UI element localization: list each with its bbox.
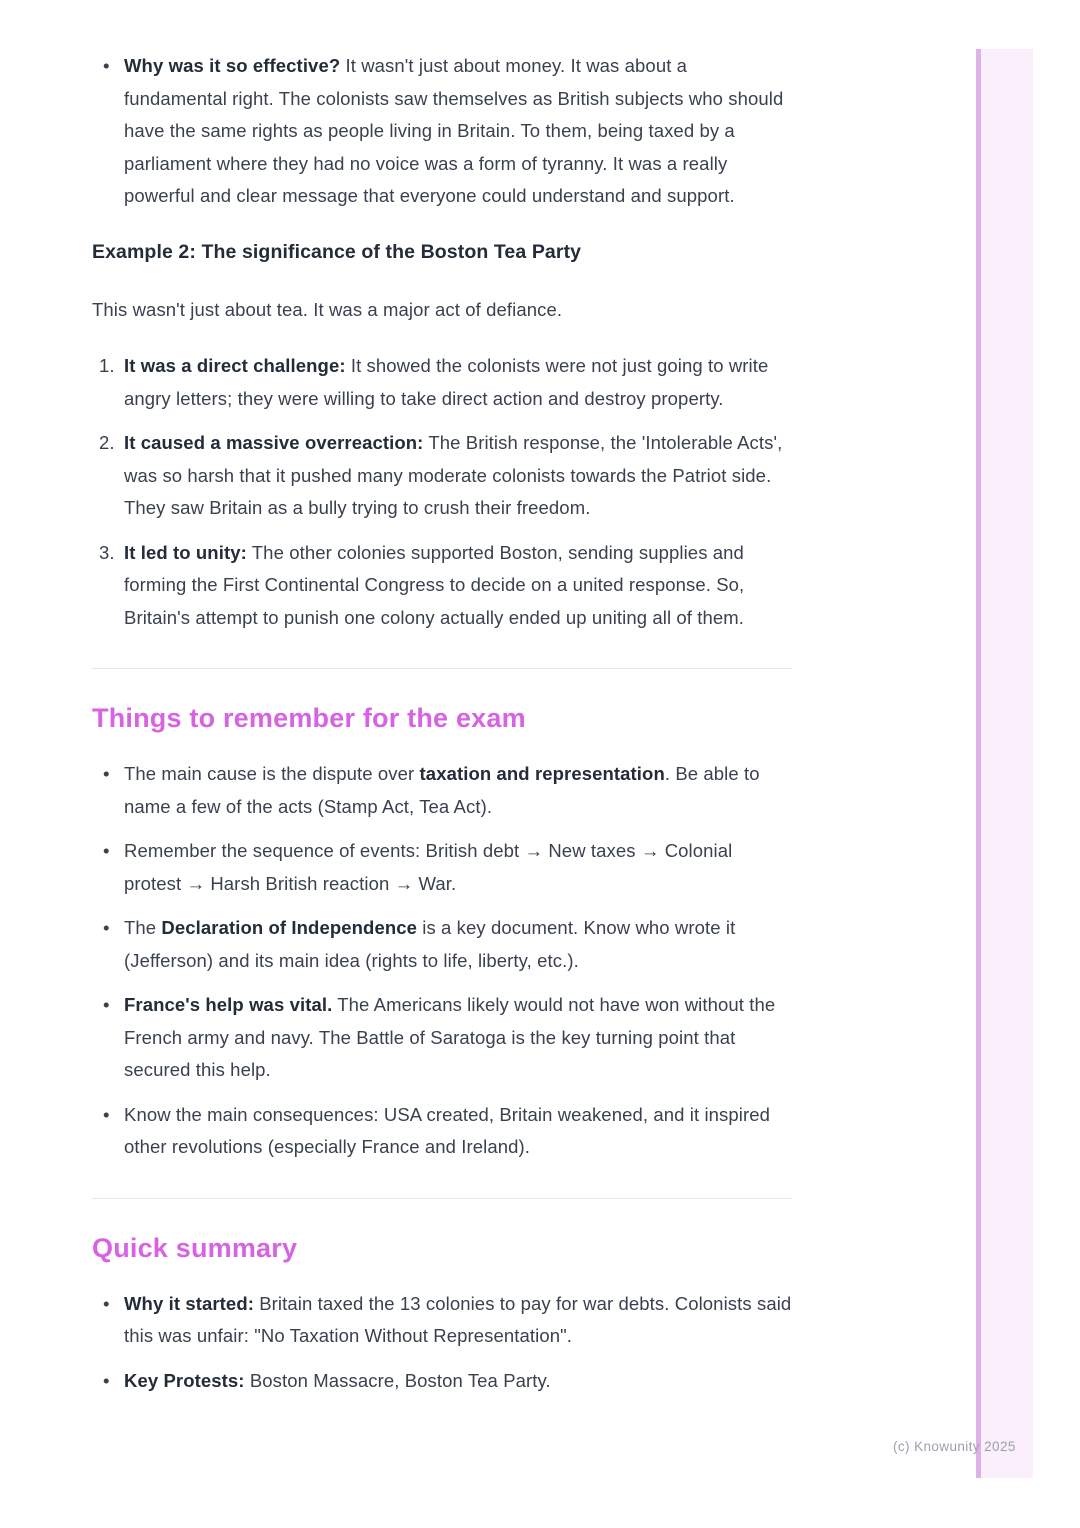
example-numbered-list — [92, 350, 792, 634]
example-heading: Example 2: The significance of the Boston Tea Party — [92, 240, 582, 263]
list-item: • France's help was vital. The Americans likely would not have won without the French army and navy. The Battle of Saratoga is the key turning point that secured this help. — [124, 989, 792, 1087]
list-item: • Know the main consequences: USA created, Britain weakened, and it inspired other revolutions (especially France and Ireland). — [124, 1099, 792, 1164]
list-item: • Remember the sequence of events: British debt → New taxes → Colonial protest → Harsh British reaction → War. — [124, 835, 792, 900]
section-divider — [92, 668, 792, 669]
summary-bullet-list — [92, 1288, 792, 1398]
list-item: • The main cause is the dispute over taxation and representation. Be able to name a few of the acts (Stamp Act, Tea Act). — [124, 758, 792, 823]
list-item: • The Declaration of Independence is a key document. Know who wrote it (Jefferson) and its main idea (rights to life, liberty, etc.). — [124, 912, 792, 977]
example-intro-paragraph: This wasn't just about tea. It was a major act of defiance. — [92, 298, 563, 320]
list-item: • Key Protests: Boston Massacre, Boston Tea Party. — [124, 1365, 792, 1398]
section-divider — [92, 1198, 792, 1199]
exam-section-heading: Things to remember for the exam — [92, 703, 526, 733]
summary-section-heading: Quick summary — [92, 1232, 298, 1263]
list-item: It caused a massive overreaction: The British response, the 'Intolerable Acts', was so harsh that it pushed many moderate colonists towards the Patriot side. They saw Britain as a bully trying to crush their freedom. — [124, 432, 783, 518]
intro-bullet-list — [92, 50, 792, 213]
copyright-watermark: (c) Knowunity 2025 — [893, 1439, 1016, 1454]
notes-content — [92, 50, 792, 1397]
exam-bullet-list — [92, 758, 792, 1164]
list-item: • Why it started: Britain taxed the 13 colonies to pay for war debts. Colonists said this was unfair: "No Taxation Without Representation". — [124, 1288, 792, 1353]
page-edge-accent-panel — [981, 49, 1033, 1478]
list-item: • Why was it so effective? It wasn't just about money. It was about a fundamental right. The colonists saw themselves as British subjects who should have the same rights as people living in Britain. To them, being taxed by a parliament where they had no voice was a form of tyranny. It was a really powerful and clear message that everyone could understand and support. — [124, 50, 792, 213]
list-item: It led to unity: The other colonies supported Boston, sending supplies and forming the First Continental Congress to decide on a united response. So, Britain's attempt to punish one colony actually ended up uniting all of them. — [124, 541, 745, 628]
page-edge-accent-line — [976, 49, 981, 1478]
list-item: It was a direct challenge: It showed the colonists were not just going to write angry letters; they were willing to take direct action and destroy property. — [124, 355, 769, 409]
